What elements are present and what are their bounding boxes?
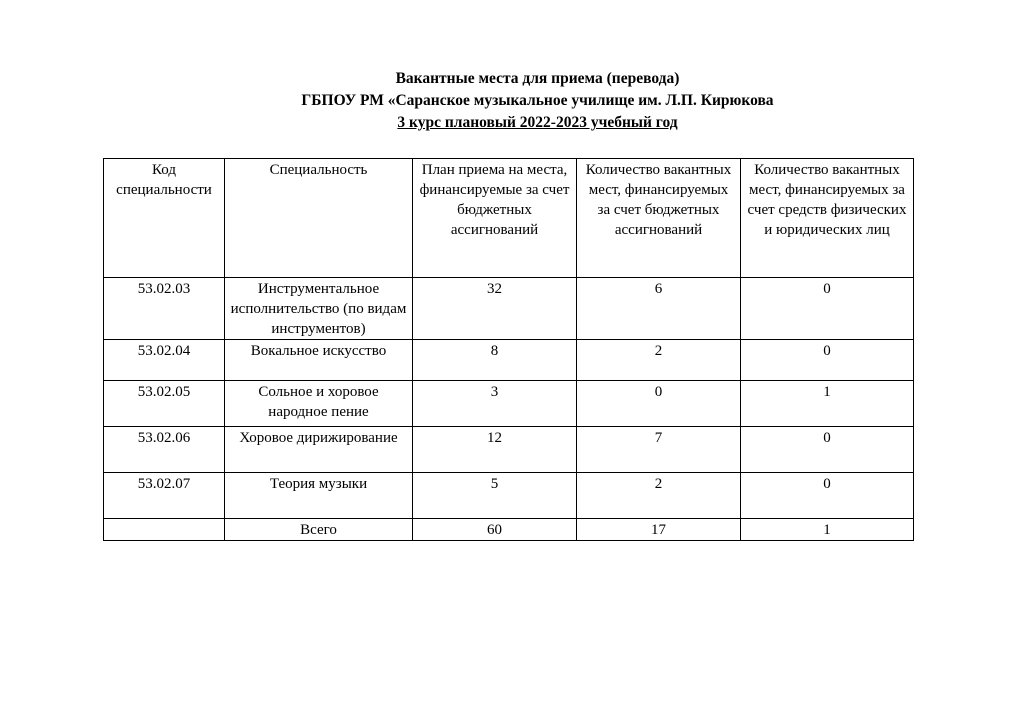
cell-plan: 32 <box>413 278 577 340</box>
cell-vacant-budget: 0 <box>577 381 741 427</box>
title-line-3: 3 курс плановый 2022-2023 учебный год <box>397 114 678 131</box>
cell-vacant-paid: 0 <box>741 340 914 381</box>
cell-code: 53.02.05 <box>104 381 225 427</box>
cell-vacant-budget: 7 <box>577 427 741 473</box>
cell-vacant-budget: 6 <box>577 278 741 340</box>
cell-plan: 3 <box>413 381 577 427</box>
cell-total-label: Всего <box>225 519 413 541</box>
column-header-plan: План приема на места, финансируемые за счет бюджетных ассигнований <box>413 159 577 278</box>
cell-plan: 8 <box>413 340 577 381</box>
cell-vacant-paid: 0 <box>741 427 914 473</box>
cell-code: 53.02.06 <box>104 427 225 473</box>
cell-total-vacant-budget: 17 <box>577 519 741 541</box>
cell-vacant-budget: 2 <box>577 340 741 381</box>
cell-specialty: Хоровое дирижирование <box>225 427 413 473</box>
cell-code: 53.02.04 <box>104 340 225 381</box>
cell-total-code <box>104 519 225 541</box>
table-row <box>104 278 914 340</box>
cell-specialty: Инструментальное исполнительство (по видам инструментов) <box>225 278 413 340</box>
table-header-row <box>104 159 914 278</box>
cell-code: 53.02.03 <box>104 278 225 340</box>
cell-total-vacant-paid: 1 <box>741 519 914 541</box>
table-row <box>104 473 914 519</box>
column-header-specialty: Специальность <box>225 159 413 278</box>
vacancies-table <box>103 158 914 541</box>
cell-specialty: Вокальное искусство <box>225 340 413 381</box>
cell-specialty: Теория музыки <box>225 473 413 519</box>
cell-plan: 5 <box>413 473 577 519</box>
table-row <box>104 381 914 427</box>
cell-vacant-paid: 0 <box>741 473 914 519</box>
cell-vacant-paid: 1 <box>741 381 914 427</box>
title-line-1: Вакантные места для приема (перевода) <box>395 70 680 87</box>
column-header-code: Код специальности <box>104 159 225 278</box>
document-title <box>0 68 1023 134</box>
cell-code: 53.02.07 <box>104 473 225 519</box>
column-header-vacant-paid: Количество вакантных мест, финансируемых за счет средств физических и юридических лиц <box>741 159 914 278</box>
table-row <box>104 340 914 381</box>
title-line-2: ГБПОУ РМ «Саранское музыкальное училище им. Л.П. Кирюкова <box>301 92 774 109</box>
table-total-row <box>104 519 914 541</box>
cell-specialty: Сольное и хоровое народное пение <box>225 381 413 427</box>
cell-vacant-paid: 0 <box>741 278 914 340</box>
cell-plan: 12 <box>413 427 577 473</box>
column-header-vacant-budget: Количество вакантных мест, финансируемых за счет бюджетных ассигнований <box>577 159 741 278</box>
cell-vacant-budget: 2 <box>577 473 741 519</box>
cell-total-plan: 60 <box>413 519 577 541</box>
table-row <box>104 427 914 473</box>
